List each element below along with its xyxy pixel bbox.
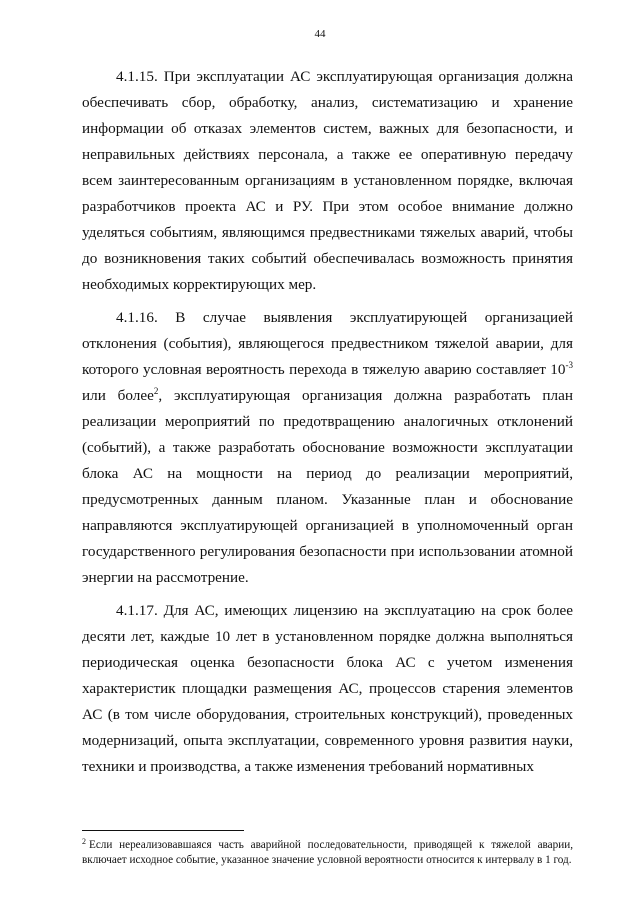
- paragraph-4-1-16: [82, 305, 573, 591]
- paragraph-4-1-16-part2: или более: [82, 387, 154, 404]
- page-number: 44: [314, 28, 326, 40]
- paragraph-4-1-15: 4.1.15. При эксплуатации АС эксплуатирующая организация должна обеспечивать сбор, обработку, анализ, систематизацию и хранение информации об отказах элементов систем, важных для безопасности, и неправильных действиях персонала, а также ее оперативную передачу всем заинтересованным организациям в установленном порядке, включая разработчиков проекта АС и РУ. При этом особое внимание должно уделяться событиям, являющимся предвестниками тяжелых аварий, чтобы до возникновения таких событий обеспечивалась возможность принятия необходимых корректирующих мер.: [82, 68, 573, 293]
- exponent: -3: [565, 360, 573, 370]
- document-body: [82, 64, 573, 787]
- footnote-reference[interactable]: 2: [153, 386, 159, 396]
- footnote-divider: [82, 830, 244, 831]
- paragraph-4-1-16-part1: 4.1.16. В случае выявления эксплуатирующей организацией отклонения (события), являющегося предвестником тяжелой аварии, для которого условная вероятность перехода в тяжелую аварию составляет 10: [82, 309, 573, 378]
- footnote: [82, 838, 573, 868]
- footnote-text: Если нереализовавшаяся часть аварийной последовательности, приводящей к тяжелой аварии, включает исходное событие, указанное значение условной вероятности относится к интервалу в 1 год.: [82, 839, 573, 866]
- paragraph-4-1-16-part3: , эксплуатирующая организация должна разработать план реализации мероприятий по предотвращению аналогичных отклонений (событий), а также разработать обоснование возможности эксплуатации блока АС на мощности на период до реализации мероприятий, предусмотренных данным планом. Указанные план и обоснование направляются эксплуатирующей организацией в уполномоченный орган государственного регулирования безопасности при использовании атомной энергии на рассмотрение.: [82, 387, 573, 586]
- paragraph-4-1-17: 4.1.17. Для АС, имеющих лицензию на эксплуатацию на срок более десяти лет, каждые 10 лет в установленном порядке должна выполняться периодическая оценка безопасности блока АС с учетом изменения характеристик площадки размещения АС, процессов старения элементов АС (в том числе оборудования, строительных конструкций), проведенных модернизаций, опыта эксплуатации, современного уровня развития науки, техники и производства, а также изменения требований нормативных: [82, 602, 573, 775]
- footnote-mark: 2: [82, 837, 86, 846]
